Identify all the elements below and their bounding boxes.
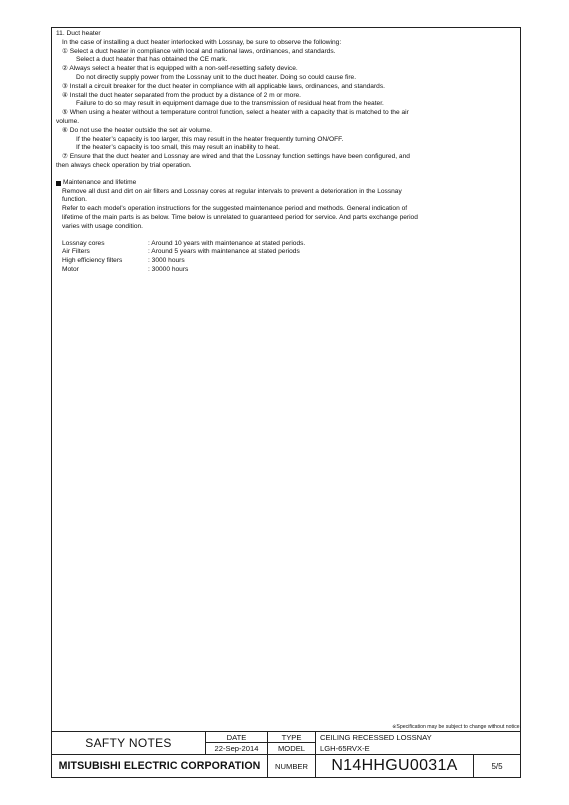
- table-row: [62, 240, 305, 249]
- maintenance-p1b: function.: [62, 196, 87, 204]
- item-5-line1: ⑤ When using a heater without a temperature control function, select a heater with a capacity that is matched to the air: [62, 109, 409, 117]
- page-number: 5/5: [491, 761, 503, 771]
- document-body: [56, 30, 516, 275]
- table-row: [62, 257, 305, 266]
- date-value: 22-Sep-2014: [206, 743, 268, 755]
- date-label: DATE: [206, 732, 268, 743]
- item-5-line1b: volume.: [56, 117, 80, 125]
- part-name: Lossnay cores: [62, 239, 105, 247]
- item-6-line2: If the heater’s capacity is too larger, this may result in the heater frequently turning ON/OFF.: [76, 135, 344, 143]
- maintenance-p1a: Remove all dust and dirt on air filters and Lossnay cores at regular intervals to prevent a deterioration in the Lossnay: [62, 187, 402, 195]
- maintenance-title: Maintenance and lifetime: [63, 178, 137, 186]
- item-4-line1: ④ Install the duct heater separated from the product by a distance of 2 m or more.: [62, 91, 302, 99]
- document-title: SAFTY NOTES: [52, 732, 206, 755]
- part-name: High efficiency filters: [62, 257, 123, 265]
- item-3-line1: ③ Install a circuit breaker for the duct heater in compliance with all applicable laws, ordinances, and standards.: [62, 82, 385, 90]
- lifetime-table: [62, 240, 305, 275]
- maintenance-p2c: varies with usage condition.: [62, 222, 144, 230]
- item-2-line2: Do not directly supply power from the Lossnay unit to the duct heater. Doing so could cause fire.: [76, 73, 357, 81]
- item-1-line1: ① Select a duct heater in compliance with local and national laws, ordinances, and standards.: [62, 47, 336, 55]
- maintenance-heading: [56, 179, 516, 188]
- part-name: Motor: [62, 265, 79, 273]
- item-7-line1b: then always check operation by trial operation.: [56, 161, 192, 169]
- item-7-line1: ⑦ Ensure that the duct heater and Lossnay are wired and that the Lossnay function settings have been configured, and: [62, 153, 410, 161]
- item-6-line3: If the heater’s capacity is too small, this may result an inability to heat.: [76, 144, 280, 152]
- model-label: MODEL: [268, 743, 316, 755]
- item-6-line1: ⑥ Do not use the heater outside the set air volume.: [62, 126, 212, 134]
- table-row: [62, 266, 305, 275]
- document-number: N14HHGU0031A: [316, 755, 474, 777]
- number-label: NUMBER: [268, 755, 316, 777]
- square-bullet-icon: [56, 181, 61, 186]
- type-label: TYPE: [268, 732, 316, 743]
- part-life: : 3000 hours: [148, 257, 185, 265]
- part-life: : 30000 hours: [148, 265, 189, 273]
- section-11-title: 11. Duct heater: [56, 30, 101, 37]
- part-name: Air Filters: [62, 248, 90, 256]
- part-life: : Around 10 years with maintenance at stated periods.: [148, 239, 306, 247]
- table-row: [62, 248, 305, 257]
- item-2-line1: ② Always select a heater that is equipped with a non-self-resetting safety device.: [62, 65, 298, 73]
- type-value: CEILING RECESSED LOSSNAY: [320, 733, 432, 742]
- part-life: : Around 5 years with maintenance at stated periods: [148, 248, 300, 256]
- maintenance-p2a: Refer to each model's operation instructions for the suggested maintenance period and methods. General indication of: [62, 205, 408, 213]
- title-block: [51, 731, 521, 778]
- item-1-line2: Select a duct heater that has obtained the CE mark.: [76, 56, 228, 64]
- company-name: MITSUBISHI ELECTRIC CORPORATION: [52, 755, 268, 777]
- item-4-line2: Failure to do so may result in equipment damage due to the transmission of residual heat from the heater.: [76, 100, 384, 108]
- maintenance-p2b: lifetime of the main parts is as below. Time below is unrelated to guaranteed period for service. And parts exchange period: [62, 213, 418, 221]
- section-11-intro: In the case of installing a duct heater interlocked with Lossnay, be sure to observe the following:: [62, 38, 342, 46]
- model-value: LGH-65RVX-E: [316, 743, 520, 755]
- spec-change-notice: ※Specification may be subject to change without notice.: [392, 724, 521, 730]
